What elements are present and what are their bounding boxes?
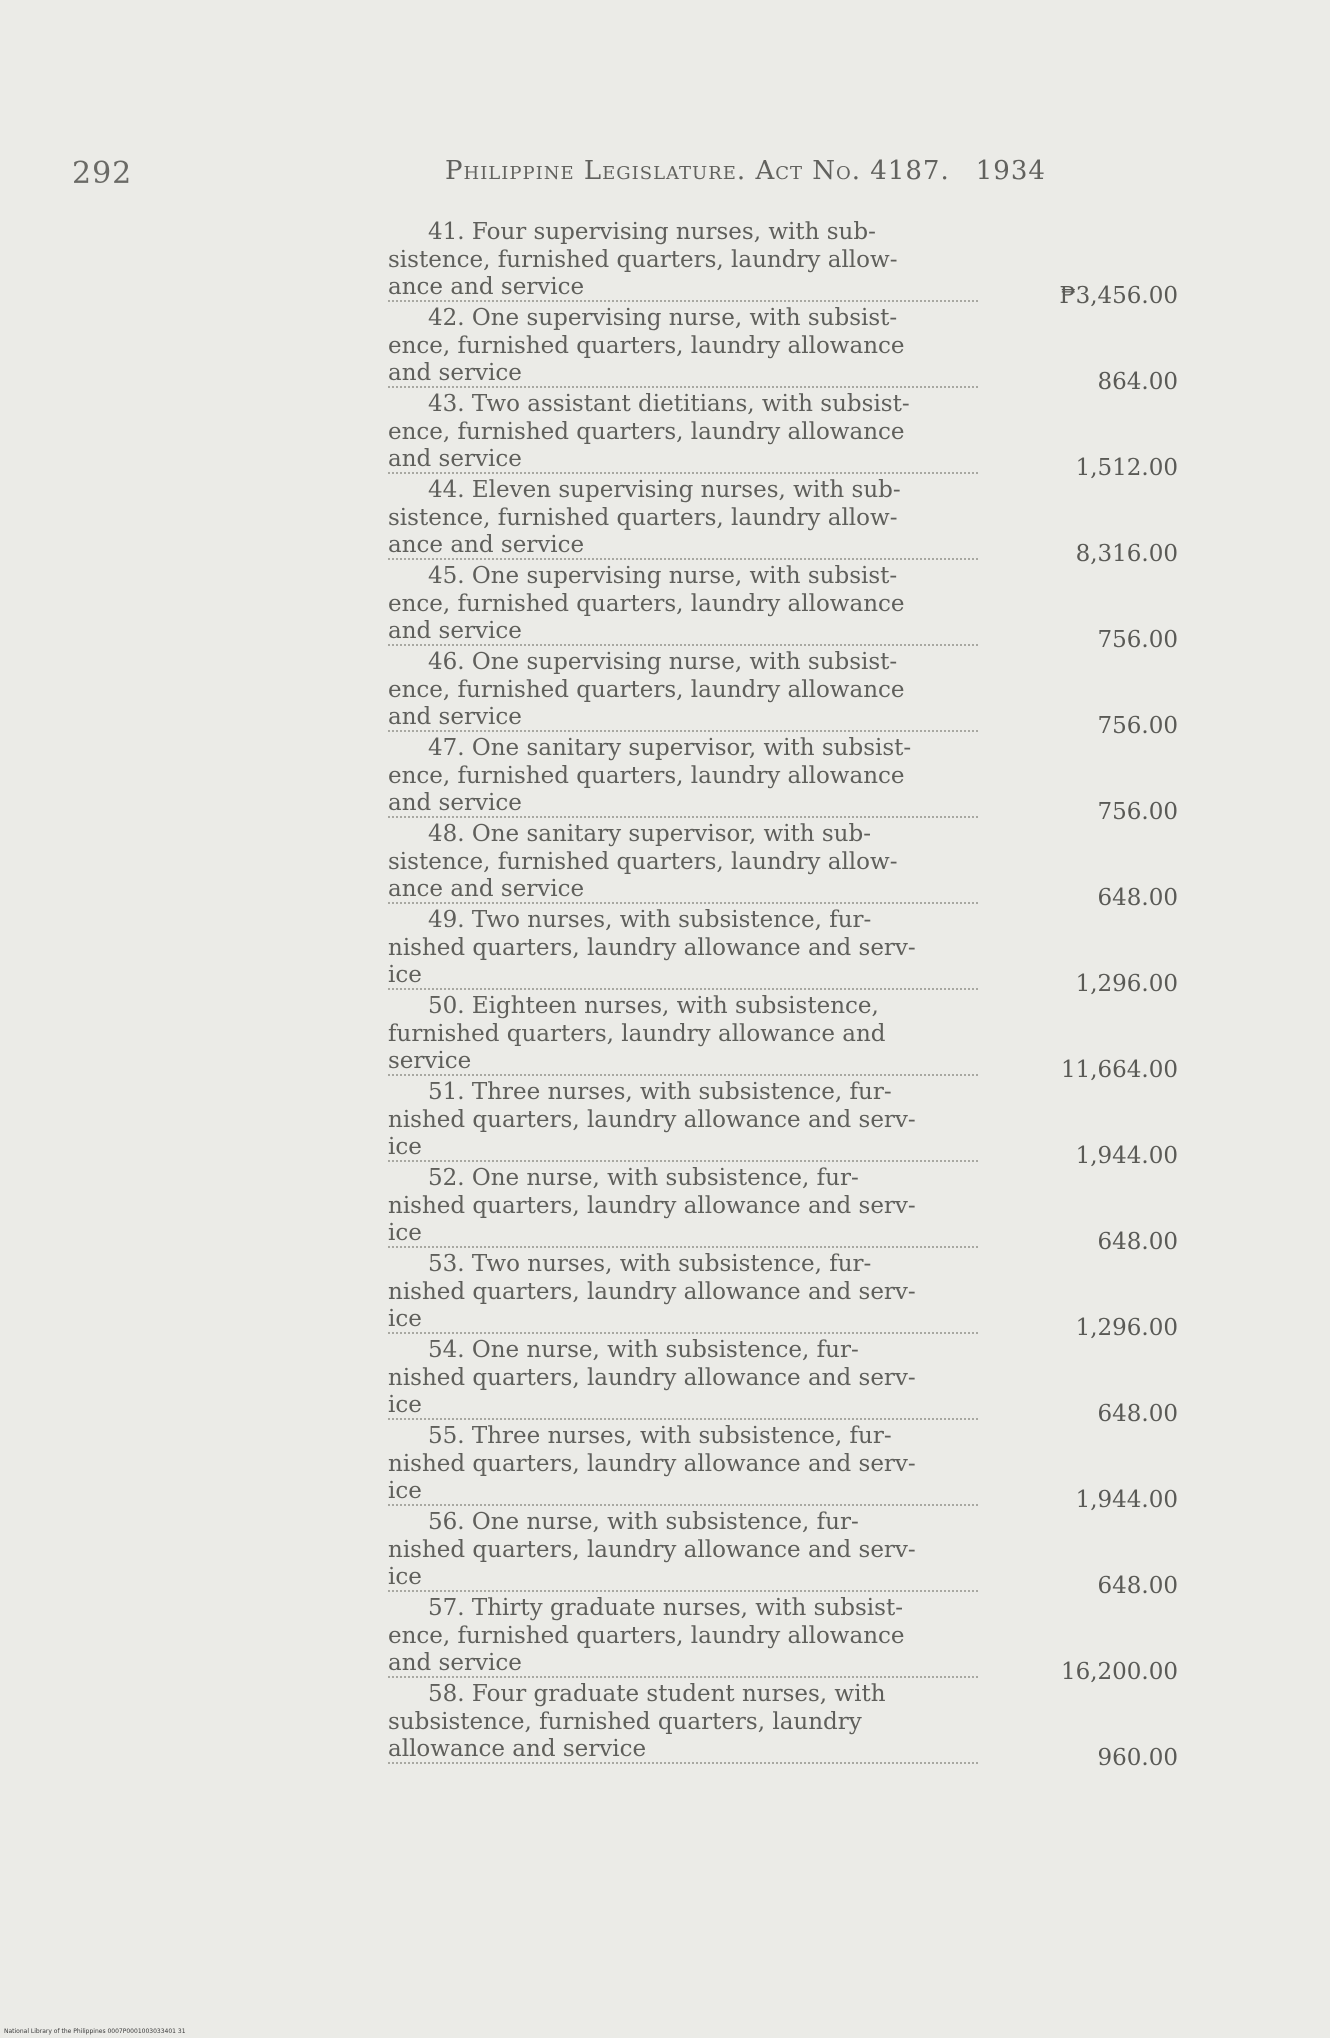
item-number: 43.: [428, 391, 465, 417]
item-description: [388, 390, 978, 474]
running-head: [445, 156, 1046, 186]
item-lead-text: Two assistant dietitians, with subsist-: [471, 391, 910, 417]
item-middle-text: subsistence, furnished quarters, laundry: [388, 1709, 862, 1735]
item-amount: 756.00: [1097, 627, 1178, 653]
item-description: [388, 1680, 978, 1764]
item-lead-text: One supervising nurse, with subsist-: [471, 649, 898, 675]
item-final-text: ice: [388, 1306, 978, 1334]
item-description: [388, 562, 978, 646]
item-number: 44.: [428, 477, 465, 503]
item-lead-text: Three nurses, with subsistence, fur-: [471, 1079, 892, 1105]
item-number: 42.: [428, 305, 465, 331]
item-final-text: and service: [388, 790, 978, 818]
item-middle-text: nished quarters, laundry allowance and serv-: [388, 1279, 916, 1305]
item-middle-text: nished quarters, laundry allowance and serv-: [388, 1193, 916, 1219]
item-amount: 11,664.00: [1060, 1057, 1178, 1083]
item-lead-text: One sanitary supervisor, with sub-: [471, 821, 871, 847]
appropriation-item: [388, 648, 1178, 739]
item-amount: 1,296.00: [1075, 971, 1178, 997]
item-amount: 648.00: [1097, 1401, 1178, 1427]
item-description: [388, 304, 978, 388]
item-description: [388, 1078, 978, 1162]
item-middle-text: nished quarters, laundry allowance and serv-: [388, 935, 916, 961]
item-final-text: ice: [388, 1134, 978, 1162]
appropriation-item: [388, 1422, 1178, 1513]
item-lead-text: Two nurses, with subsistence, fur-: [471, 907, 872, 933]
item-number: 46.: [428, 649, 465, 675]
item-amount: 648.00: [1097, 1573, 1178, 1599]
item-final-text: ice: [388, 1564, 978, 1592]
item-amount: 648.00: [1097, 1229, 1178, 1255]
item-amount: 648.00: [1097, 885, 1178, 911]
item-description: [388, 1164, 978, 1248]
item-description: [388, 648, 978, 732]
appropriation-item: [388, 218, 1178, 309]
appropriation-item: [388, 1078, 1178, 1169]
item-amount: 1,944.00: [1075, 1487, 1178, 1513]
item-middle-text: ence, furnished quarters, laundry allowance: [388, 763, 905, 789]
appropriation-item: [388, 1250, 1178, 1341]
item-number: 55.: [428, 1423, 465, 1449]
appropriation-item: [388, 1164, 1178, 1255]
appropriation-item: [388, 1680, 1178, 1771]
item-lead-text: Three nurses, with subsistence, fur-: [471, 1423, 892, 1449]
item-lead-text: One supervising nurse, with subsist-: [471, 563, 898, 589]
appropriation-item: [388, 1336, 1178, 1427]
item-number: 47.: [428, 735, 465, 761]
footer-credit: National Library of the Philippines 0007P0001003033401 31: [4, 2028, 186, 2035]
item-lead-text: One supervising nurse, with subsist-: [471, 305, 898, 331]
appropriation-item: [388, 1594, 1178, 1685]
item-lead-text: Four graduate student nurses, with: [471, 1681, 886, 1707]
appropriation-item: [388, 390, 1178, 481]
item-final-text: ice: [388, 1220, 978, 1248]
item-description: [388, 218, 978, 302]
running-head-title: Philippine Legislature. Act No. 4187.: [445, 156, 950, 186]
item-description: [388, 734, 978, 818]
item-final-text: allowance and service: [388, 1736, 978, 1764]
item-lead-text: Two nurses, with subsistence, fur-: [471, 1251, 872, 1277]
item-number: 45.: [428, 563, 465, 589]
item-final-text: and service: [388, 446, 978, 474]
appropriation-items: [388, 218, 1178, 1771]
item-number: 51.: [428, 1079, 465, 1105]
appropriation-item: [388, 992, 1178, 1083]
item-middle-text: ence, furnished quarters, laundry allowance: [388, 677, 905, 703]
item-lead-text: Four supervising nurses, with sub-: [471, 219, 876, 245]
item-middle-text: furnished quarters, laundry allowance and: [388, 1021, 886, 1047]
item-middle-text: nished quarters, laundry allowance and serv-: [388, 1537, 916, 1563]
item-amount: 864.00: [1097, 369, 1178, 395]
item-final-text: ance and service: [388, 876, 978, 904]
item-middle-text: sistence, furnished quarters, laundry allow-: [388, 247, 898, 273]
item-number: 56.: [428, 1509, 465, 1535]
item-description: [388, 820, 978, 904]
item-final-text: ance and service: [388, 274, 978, 302]
item-final-text: ice: [388, 1478, 978, 1506]
item-number: 58.: [428, 1681, 465, 1707]
item-number: 50.: [428, 993, 465, 1019]
appropriation-item: [388, 734, 1178, 825]
item-description: [388, 1594, 978, 1678]
item-number: 53.: [428, 1251, 465, 1277]
item-final-text: and service: [388, 360, 978, 388]
item-middle-text: ence, furnished quarters, laundry allowance: [388, 1623, 905, 1649]
item-final-text: service: [388, 1048, 978, 1076]
item-middle-text: sistence, furnished quarters, laundry allow-: [388, 505, 898, 531]
item-middle-text: nished quarters, laundry allowance and serv-: [388, 1107, 916, 1133]
item-middle-text: sistence, furnished quarters, laundry allow-: [388, 849, 898, 875]
appropriation-item: [388, 562, 1178, 653]
item-amount: 8,316.00: [1075, 541, 1178, 567]
appropriation-item: [388, 1508, 1178, 1599]
item-number: 48.: [428, 821, 465, 847]
item-middle-text: nished quarters, laundry allowance and serv-: [388, 1365, 916, 1391]
item-number: 54.: [428, 1337, 465, 1363]
item-amount: 16,200.00: [1060, 1659, 1178, 1685]
item-amount: 960.00: [1097, 1745, 1178, 1771]
item-middle-text: ence, furnished quarters, laundry allowance: [388, 419, 905, 445]
item-amount: 756.00: [1097, 799, 1178, 825]
item-number: 49.: [428, 907, 465, 933]
item-description: [388, 1422, 978, 1506]
item-middle-text: ence, furnished quarters, laundry allowance: [388, 333, 905, 359]
item-lead-text: One nurse, with subsistence, fur-: [471, 1337, 859, 1363]
item-final-text: ice: [388, 962, 978, 990]
item-lead-text: One nurse, with subsistence, fur-: [471, 1509, 859, 1535]
item-description: [388, 1336, 978, 1420]
appropriation-item: [388, 304, 1178, 395]
item-description: [388, 476, 978, 560]
item-amount: 1,296.00: [1075, 1315, 1178, 1341]
item-number: 52.: [428, 1165, 465, 1191]
item-description: [388, 1508, 978, 1592]
item-lead-text: Thirty graduate nurses, with subsist-: [471, 1595, 903, 1621]
item-lead-text: Eleven supervising nurses, with sub-: [471, 477, 901, 503]
item-number: 57.: [428, 1595, 465, 1621]
item-final-text: ice: [388, 1392, 978, 1420]
item-lead-text: Eighteen nurses, with subsistence,: [471, 993, 879, 1019]
item-lead-text: One nurse, with subsistence, fur-: [471, 1165, 859, 1191]
item-number: 41.: [428, 219, 465, 245]
item-description: [388, 992, 978, 1076]
item-final-text: and service: [388, 704, 978, 732]
item-final-text: ance and service: [388, 532, 978, 560]
appropriation-item: [388, 906, 1178, 997]
item-middle-text: nished quarters, laundry allowance and serv-: [388, 1451, 916, 1477]
item-middle-text: ence, furnished quarters, laundry allowance: [388, 591, 905, 617]
running-head-year: 1934: [975, 156, 1046, 186]
appropriation-item: [388, 820, 1178, 911]
item-final-text: and service: [388, 618, 978, 646]
item-amount: 756.00: [1097, 713, 1178, 739]
page-number: 292: [72, 156, 133, 191]
appropriation-item: [388, 476, 1178, 567]
item-amount: 1,944.00: [1075, 1143, 1178, 1169]
item-final-text: and service: [388, 1650, 978, 1678]
item-amount: 1,512.00: [1075, 455, 1178, 481]
item-description: [388, 1250, 978, 1334]
item-amount: ₱3,456.00: [1059, 283, 1178, 309]
item-lead-text: One sanitary supervisor, with subsist-: [471, 735, 912, 761]
item-description: [388, 906, 978, 990]
